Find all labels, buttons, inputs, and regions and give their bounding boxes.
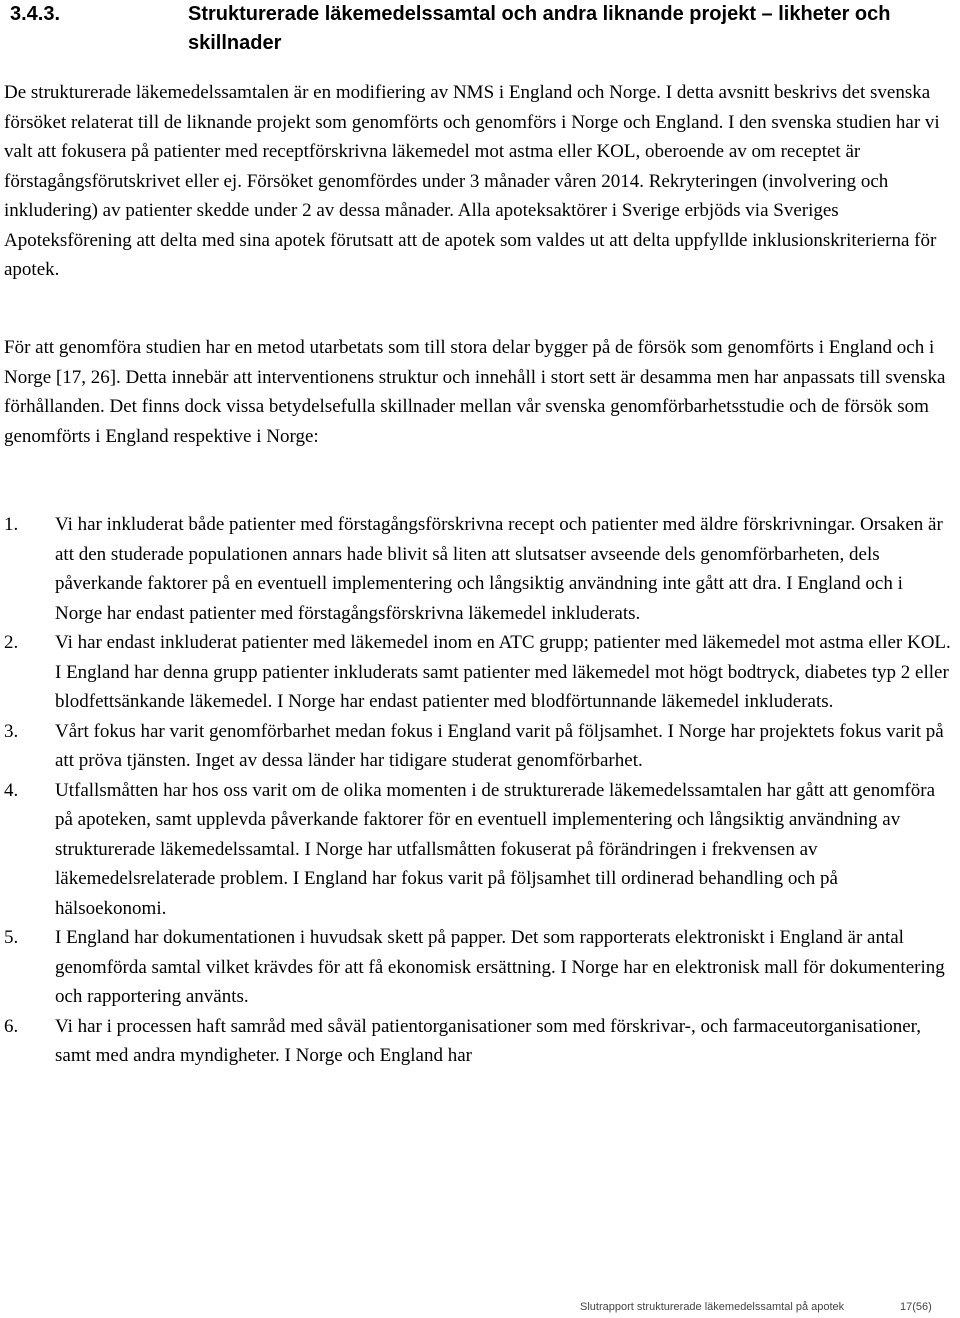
list-item — [4, 1012, 954, 1071]
list-item-text: Vårt fokus har varit genomförbarhet medan fokus i England varit på följsamhet. I Norge har projektets fokus varit på att pröva tjänsten. Inget av dessa länder har tidigare studerat genomförbarhet. — [55, 720, 944, 771]
page-number: 17(56) — [900, 1301, 932, 1313]
paragraph-intro: De strukturerade läkemedelssamtalen är en modifiering av NMS i England och Norge. I detta avsnitt beskrivs det svenska försöket relaterat till de liknande projekt som genomförts och genomförs i Norge och England. I den svenska studien har vi valt att fokusera på patienter med receptförskrivna läkemedel mot astma eller KOL, oberoende av om receptet är förstagångsförutskrivet eller ej. Försöket genomfördes under 3 månader våren 2014. Rekryteringen (involvering och inkludering) av patienter skedde under 2 av dessa månader. Alla apoteksaktörer i Sverige erbjöds via Sveriges Apoteksförening att delta med sina apotek förutsatt att de apotek som valdes ut att delta uppfyllde inklusionskriterierna för apotek. — [4, 82, 940, 280]
list-item — [4, 923, 954, 1012]
section-title: Strukturerade läkemedelssamtal och andra liknande projekt – likheter och skillnader — [188, 3, 891, 54]
list-item-text: Utfallsmåtten har hos oss varit om de olika momenten i de strukturerade läkemedelssamtalen har gått att genomföra på apoteken, samt upplevda påverkande faktorer för en eventuell implementering och långsiktig användning av strukturerade läkemedelssamtal. I Norge har utfallsmåtten fokuserat på förändringen i frekvensen av läkemedelsrelaterade problem. I England har fokus varit på följsamhet till ordinerad behandling och på hälsoekonomi. — [55, 779, 936, 919]
list-item-text: Vi har inkluderat både patienter med förstagångsförskrivna recept och patienter med äldre förskrivningar. Orsaken är att den studerade populationen annars hade blivit så liten att slutsatser avseende dels genomförbarheten, dels påverkande faktorer på en eventuell implementering och långsiktig användning inte gått att dra. I England och i Norge har endast patienter med förstagångsförskrivna läkemedel inkluderats. — [55, 514, 943, 624]
list-item — [4, 717, 954, 776]
list-item — [4, 628, 954, 717]
list-marker: 5. — [4, 927, 19, 948]
footer-title: Slutrapport strukturerade läkemedelssamtal på apotek — [580, 1301, 845, 1313]
list-item — [4, 776, 954, 924]
list-marker: 3. — [4, 720, 19, 742]
list-item-text: Vi har endast inkluderat patienter med läkemedel inom en ATC grupp; patienter med läkemedel mot astma eller KOL. I England har denna grupp patienter inkluderats samt patienter med läkemedel mot högt bodtryck, diabetes typ 2 eller blodfettsänkande läkemedel. I Norge har endast patienter med blodförtunnande läkemedel inkluderats. — [55, 632, 951, 712]
list-marker: 6. — [4, 1015, 19, 1037]
list-marker: 2. — [4, 632, 19, 653]
section-number: 3.4.3. — [10, 3, 61, 25]
list-marker: 1. — [4, 514, 19, 535]
list-item-text: I England har dokumentationen i huvudsak skett på papper. Det som rapporterats elektroniskt i England är antal genomförda samtal vilket krävdes för att få ekonomisk ersättning. I Norge har en elektronisk mall för dokumentering och rapportering använts. — [55, 927, 945, 1007]
differences-list — [4, 510, 954, 1071]
list-marker: 4. — [4, 779, 19, 801]
list-item-text: Vi har i processen haft samråd med såväl patientorganisationer som med förskrivar-, och farmaceutorganisationer, samt med andra myndigheter. I Norge och England har — [55, 1015, 921, 1066]
list-item — [4, 510, 954, 628]
paragraph-method: För att genomföra studien har en metod utarbetats som till stora delar bygger på de försök som genomförts i England och i Norge [17, 26]. Detta innebär att interventionens struktur och innehåll i stort sett är desamma men har anpassats till svenska förhållanden. Det finns dock vissa betydelsefulla skillnader mellan vår svenska genomförbarhetsstudie och de försök som genomförts i England respektive i Norge: — [4, 337, 946, 447]
